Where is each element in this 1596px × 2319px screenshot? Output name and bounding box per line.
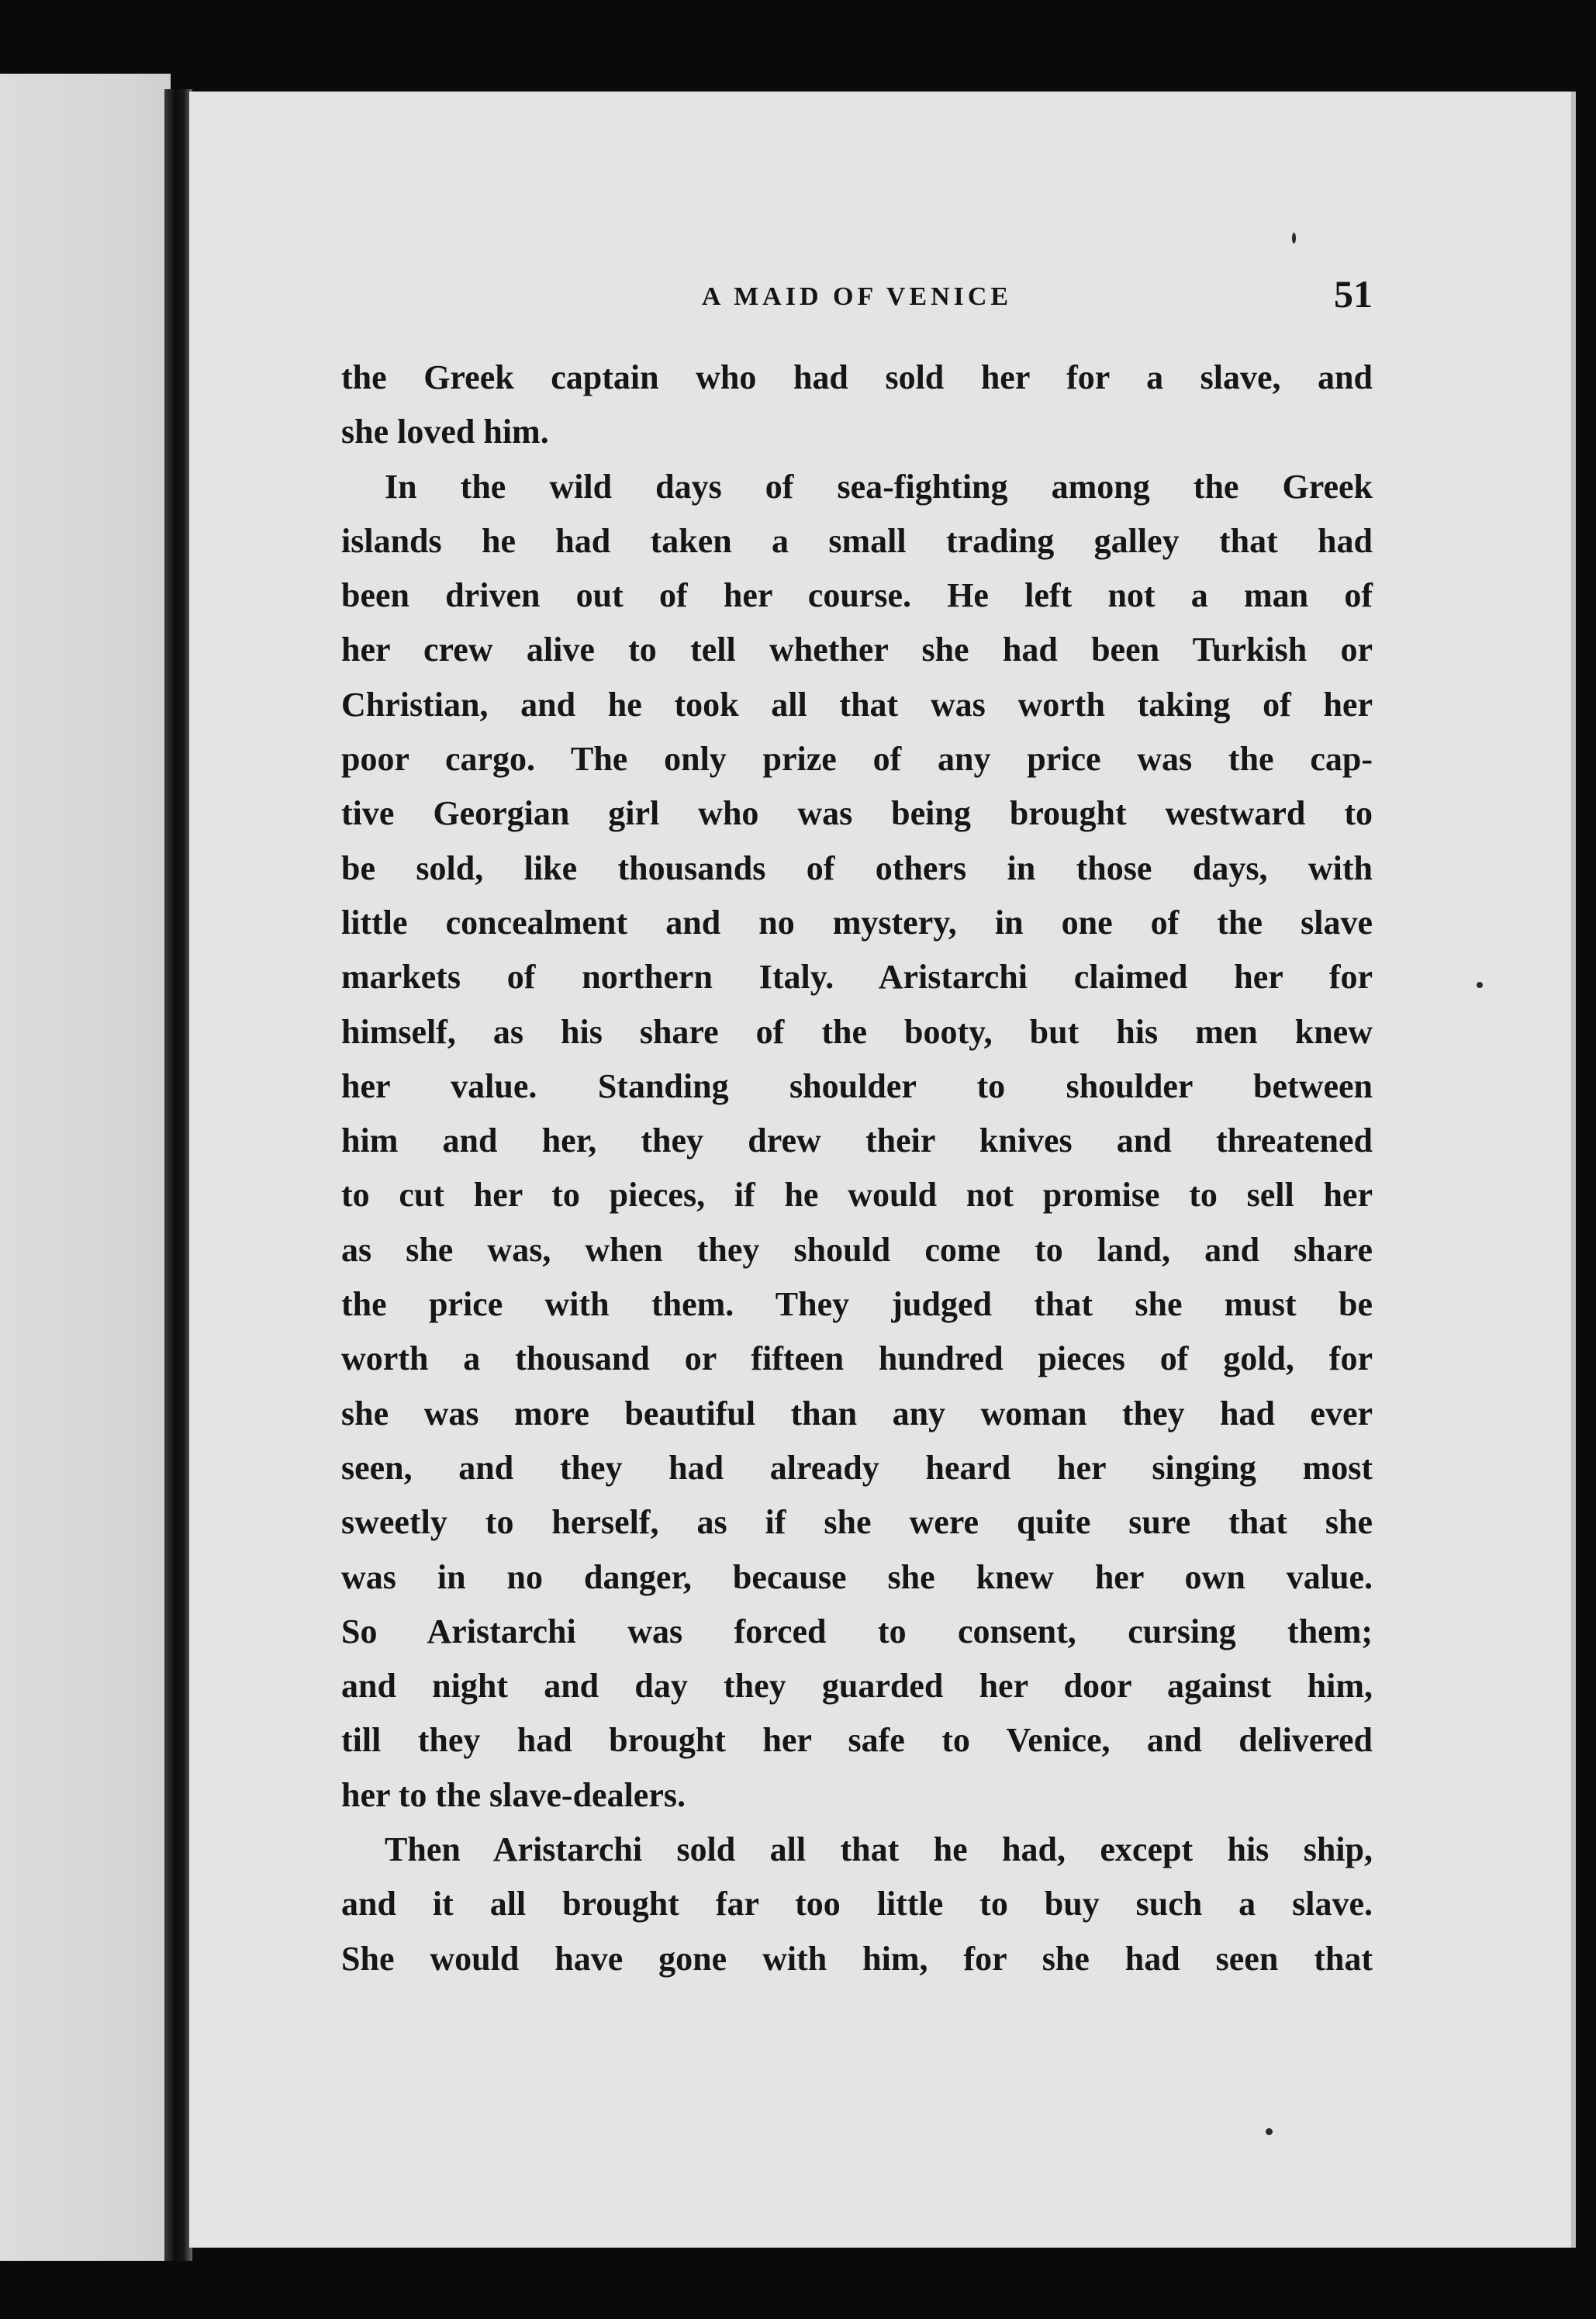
text-line: her value. Standing shoulder to shoulder between bbox=[341, 1066, 1373, 1105]
book-gutter bbox=[164, 89, 192, 2261]
text-line: been driven out of her course. He left not a man of bbox=[341, 576, 1373, 615]
text-line: she loved him. bbox=[341, 413, 549, 451]
text-line: sweetly to herself, as if she were quite sure that she bbox=[341, 1503, 1373, 1542]
page-header bbox=[341, 271, 1373, 326]
text-line: markets of northern Italy. Aristarchi claimed her for bbox=[341, 958, 1373, 997]
text-line: poor cargo. The only prize of any price was the cap- bbox=[341, 740, 1373, 779]
text-line: Then Aristarchi sold all that he had, except his ship, bbox=[385, 1830, 1373, 1869]
dust-speck bbox=[1266, 2128, 1273, 2135]
text-line: So Aristarchi was forced to consent, cursing them; bbox=[341, 1612, 1373, 1650]
text-line: himself, as his share of the booty, but his men knew bbox=[341, 1012, 1373, 1051]
text-line: and it all brought far too little to buy such a slave. bbox=[341, 1885, 1373, 1923]
text-line: she was more beautiful than any woman they had ever bbox=[341, 1394, 1373, 1433]
text-line: was in no danger, because she knew her own value. bbox=[341, 1557, 1373, 1596]
text-line: little concealment and no mystery, in one of the slave bbox=[341, 903, 1373, 942]
text-line: seen, and they had already heard her singing most bbox=[341, 1448, 1373, 1487]
text-line: her to the slave-dealers. bbox=[341, 1775, 686, 1814]
dust-speck bbox=[1292, 233, 1296, 244]
text-line: the Greek captain who had sold her for a slave, and bbox=[341, 358, 1373, 396]
text-line: worth a thousand or fifteen hundred pieces of gold, for bbox=[341, 1339, 1373, 1378]
text-line: and night and day they guarded her door against him, bbox=[341, 1667, 1373, 1706]
text-line: She would have gone with him, for she had seen that bbox=[341, 1939, 1373, 1978]
text-line: In the wild days of sea-fighting among the Greek bbox=[385, 467, 1373, 506]
text-line: as she was, when they should come to land, and share bbox=[341, 1230, 1373, 1269]
body-text bbox=[341, 351, 1373, 1986]
text-line: till they had brought her safe to Venice, and delivered bbox=[341, 1721, 1373, 1760]
page-number: 51 bbox=[1334, 272, 1373, 316]
text-line: Christian, and he took all that was worth taking of her bbox=[341, 685, 1373, 724]
running-title: A MAID OF VENICE bbox=[701, 282, 1013, 311]
dust-speck bbox=[1477, 982, 1483, 988]
text-line: her crew alive to tell whether she had been Turkish or bbox=[341, 631, 1373, 669]
text-line: the price with them. They judged that she must be bbox=[341, 1285, 1373, 1324]
text-line: be sold, like thousands of others in those days, with bbox=[341, 848, 1373, 887]
text-line: islands he had taken a small trading galley that had bbox=[341, 521, 1373, 560]
left-page-edge bbox=[0, 74, 171, 2261]
text-line: tive Georgian girl who was being brought westward to bbox=[341, 794, 1373, 833]
text-line: to cut her to pieces, if he would not promise to sell her bbox=[341, 1176, 1373, 1215]
text-line: him and her, they drew their knives and threatened bbox=[341, 1121, 1373, 1160]
